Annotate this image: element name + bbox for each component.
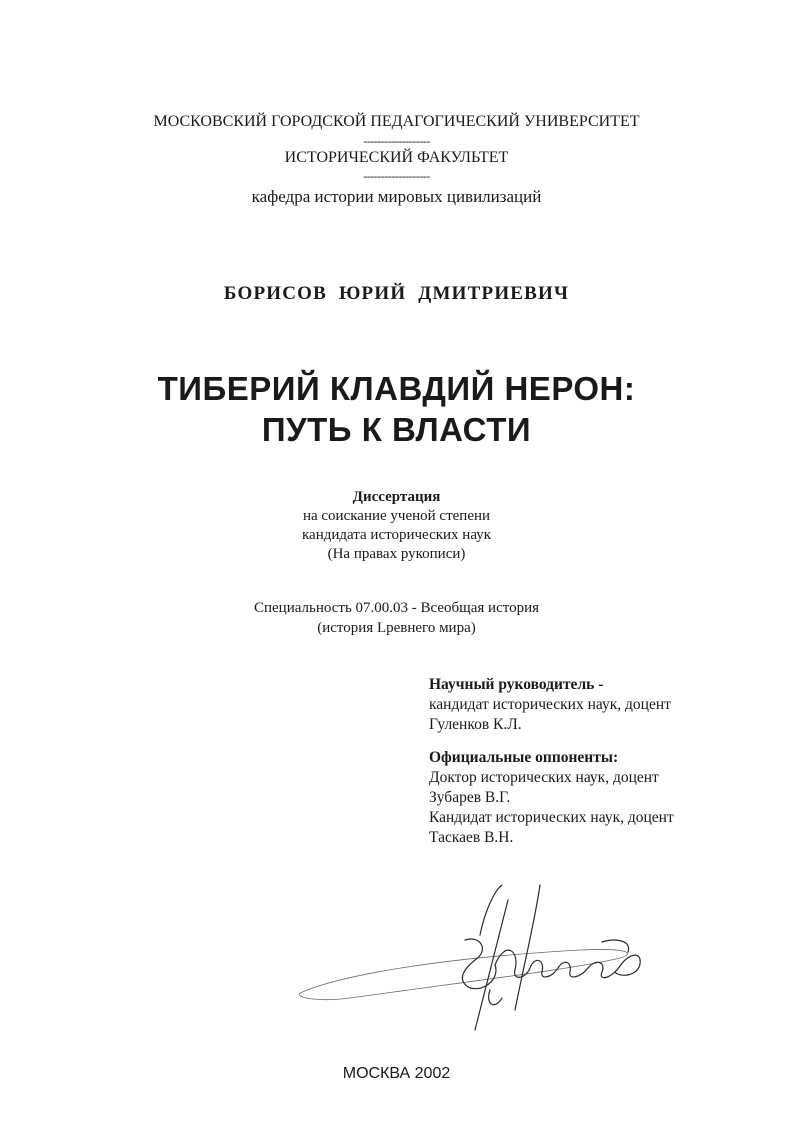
university-name: МОСКОВСКИЙ ГОРОДСКОЙ ПЕДАГОГИЧЕСКИЙ УНИВЕРСИТЕТ — [153, 113, 640, 130]
opponent-degree: Кандидат исторических наук, доцент — [429, 809, 674, 826]
dissertation-title-line1: ТИБЕРИЙ КЛАВДИЙ НЕРОН: — [157, 370, 636, 407]
dissertation-line: кандидата исторических наук — [301, 527, 492, 543]
opponents-block — [429, 748, 674, 848]
advisor-block — [429, 675, 671, 735]
city-year: МОСКВА 2002 — [342, 1065, 451, 1082]
dissertation-line: (На правах рукописи) — [327, 546, 466, 562]
separator-line: ------------------- — [363, 169, 430, 183]
department-name: кафедра истории мировых цивилизаций — [251, 187, 542, 206]
opponent-degree: Доктор исторических наук, доцент — [429, 769, 659, 786]
specialty-line: Специальность 07.00.03 - Всеобщая история — [253, 600, 540, 616]
handwritten-signature — [280, 880, 680, 1040]
faculty-name: ИСТОРИЧЕСКИЙ ФАКУЛЬТЕТ — [284, 149, 509, 166]
opponent-name: Зубарев В.Г. — [429, 789, 511, 806]
opponents-heading: Официальные оппоненты: — [429, 749, 619, 766]
advisor-degree: кандидат исторических наук, доцент — [429, 696, 671, 713]
advisor-name: Гуленков К.Л. — [429, 716, 522, 733]
dissertation-heading: Диссертация — [352, 489, 441, 505]
author-name: БОРИСОВ ЮРИЙ ДМИТРИЕВИЧ — [223, 283, 570, 304]
specialty-line: (история Lревнего мира) — [317, 620, 476, 636]
advisor-heading: Научный руководитель - — [429, 676, 604, 693]
dissertation-title-line2: ПУТЬ К ВЛАСТИ — [261, 411, 532, 448]
dissertation-line: на соискание ученой степени — [302, 508, 491, 524]
separator-line: ------------------- — [363, 134, 430, 148]
opponent-name: Таскаев В.Н. — [429, 829, 514, 846]
